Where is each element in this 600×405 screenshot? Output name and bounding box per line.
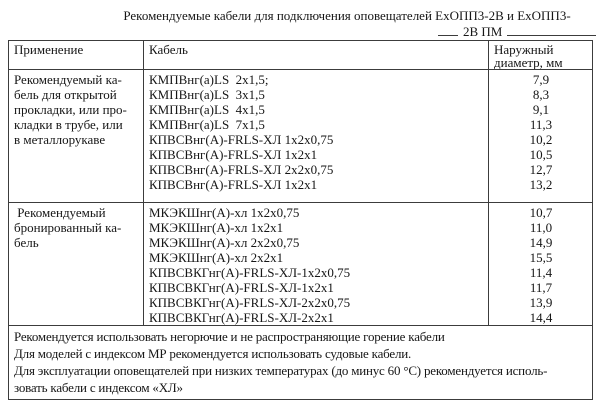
diameter-value: 9,1 xyxy=(532,102,550,117)
diameter-value: 10,2 xyxy=(529,132,553,147)
application-text: в металлорукаве xyxy=(14,132,106,147)
header-application: Применение xyxy=(9,41,144,69)
header-cable: Кабель xyxy=(144,41,489,69)
cable-name: КМПВнг(а)LS 7х1,5 xyxy=(149,117,265,132)
diameter-value: 11,4 xyxy=(529,265,553,280)
table-section-row xyxy=(9,203,592,326)
diameter-value: 13,9 xyxy=(529,295,553,310)
diameter-value: 13,2 xyxy=(529,177,553,192)
note-line: Для моделей с индексом МР рекомендуется использовать судовые кабели. xyxy=(14,346,412,361)
diameter-value: 11,3 xyxy=(529,117,553,132)
cable-name: КПВСВнг(А)-FRLS-ХЛ 1х2х0,75 xyxy=(149,132,334,147)
diameter-value: 7,9 xyxy=(532,72,550,87)
cable-list-cell xyxy=(144,203,489,325)
header-diameter-line2: диаметр, мм xyxy=(494,55,563,69)
title-rule-left xyxy=(438,35,458,36)
application-text: Рекомендуемый ка- xyxy=(14,72,122,87)
table-header-row xyxy=(9,41,592,70)
cable-name: КМПВнг(а)LS 3х1,5 xyxy=(149,87,265,102)
cable-name: КМПВнг(а)LS 2х1,5; xyxy=(149,72,269,87)
diameter-list-cell xyxy=(489,70,592,202)
diameter-value: 8,3 xyxy=(532,87,550,102)
note-line: зовать кабели с индексом «ХЛ» xyxy=(14,380,183,395)
document-title-line1: Рекомендуемые кабели для подключения оповещателей ЕхОПП3-2В и ЕхОПП3- xyxy=(123,8,571,23)
application-text: бронированный ка- xyxy=(14,220,122,235)
title-rule-right xyxy=(507,35,596,36)
diameter-list-cell xyxy=(489,203,592,325)
cable-name: КПВСВнг(А)-FRLS-ХЛ 2х2х0,75 xyxy=(149,162,334,177)
cable-name: КПВСВКГнг(А)-FRLS-ХЛ-1х2х1 xyxy=(149,280,334,295)
note-line: Для эксплуатации оповещателей при низких температурах (до минус 60 °С) рекомендуется исполь- xyxy=(14,363,548,378)
application-text: кладки в трубе, или xyxy=(14,117,123,132)
document-title-line2 xyxy=(438,25,596,38)
diameter-value: 10,5 xyxy=(529,147,553,162)
cable-name: КПВСВнг(А)-FRLS-ХЛ 1х2х1 xyxy=(149,147,318,162)
table-body xyxy=(9,70,592,326)
diameter-value: 12,7 xyxy=(529,162,553,177)
cable-name: МКЭКШнг(А)-хл 2х2х0,75 xyxy=(149,235,300,250)
cable-name: МКЭКШнг(А)-хл 1х2х1 xyxy=(149,220,284,235)
diameter-value: 11,7 xyxy=(529,280,553,295)
application-text: бель для открытой xyxy=(14,87,117,102)
cable-name: КПВСВКГнг(А)-FRLS-ХЛ-2х2х1 xyxy=(149,310,334,325)
cable-name: МКЭКШнг(А)-хл 1х2х0,75 xyxy=(149,205,300,220)
diameter-value: 11,0 xyxy=(529,220,553,235)
application-text: прокладки, или про- xyxy=(14,102,127,117)
cable-name: МКЭКШнг(А)-хл 2х2х1 xyxy=(149,250,284,265)
document-title-line2-text: 2В ПМ xyxy=(463,24,503,39)
table-section-row xyxy=(9,70,592,203)
application-text: Рекомендуемый xyxy=(14,205,106,220)
diameter-value: 10,7 xyxy=(529,205,553,220)
cable-table xyxy=(8,40,593,400)
cable-name: КПВСВнг(А)-FRLS-ХЛ 1х2х1 xyxy=(149,177,318,192)
note-line: Рекомендуется использовать негорючие и не распространяющие горение кабели xyxy=(14,329,445,344)
diameter-value: 14,9 xyxy=(529,235,553,250)
cable-name: КПВСВКГнг(А)-FRLS-ХЛ-2х2х0,75 xyxy=(149,295,351,310)
cable-list-cell xyxy=(144,70,489,202)
diameter-value: 15,5 xyxy=(529,250,553,265)
header-diameter xyxy=(489,41,592,69)
application-text: бель xyxy=(14,235,39,250)
application-cell xyxy=(9,70,144,202)
header-diameter-line1: Наружный xyxy=(494,42,554,57)
cable-name: КМПВнг(а)LS 4х1,5 xyxy=(149,102,265,117)
cable-name: КПВСВКГнг(А)-FRLS-ХЛ-1х2х0,75 xyxy=(149,265,351,280)
diameter-value: 14,4 xyxy=(529,310,553,325)
application-cell xyxy=(9,203,144,325)
table-notes xyxy=(9,326,592,399)
